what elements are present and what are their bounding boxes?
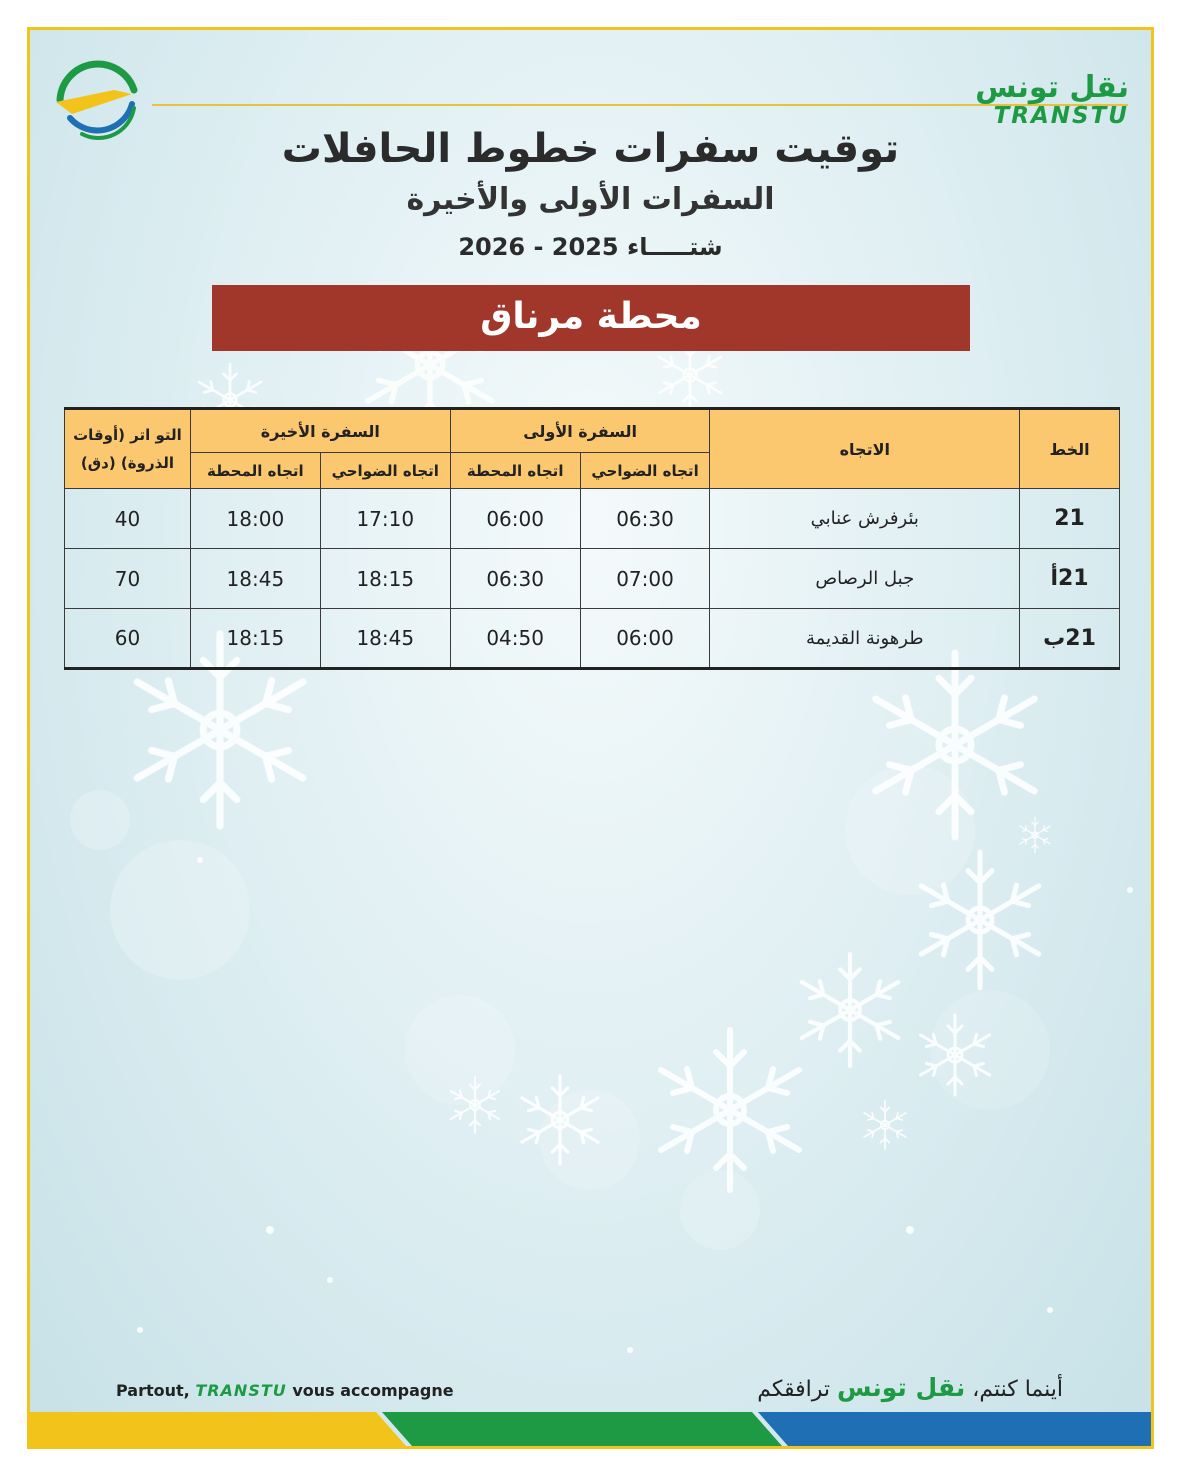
cell-first-station: 04:50	[450, 609, 580, 669]
cell-last-suburbs: 18:15	[320, 549, 450, 609]
table-row	[65, 489, 1120, 549]
header-frequency-line1: التو اتر (أوقات	[73, 426, 182, 444]
timetable	[64, 407, 1120, 670]
cell-first-suburbs: 07:00	[580, 549, 710, 609]
station-banner: محطة مرناق	[212, 285, 970, 351]
cell-first-suburbs: 06:30	[580, 489, 710, 549]
brand-logo	[975, 72, 1129, 128]
header-first-towards-suburbs: اتجاه الضواحي	[580, 453, 710, 489]
page-title: توقيت سفرات خطوط الحافلات	[281, 126, 900, 172]
cell-line: 21أ	[1020, 549, 1120, 609]
brand-name-arabic: نقل تونس	[975, 70, 1129, 105]
header-first-towards-station: اتجاه المحطة	[450, 453, 580, 489]
header-last-towards-suburbs: اتجاه الضواحي	[320, 453, 450, 489]
cell-frequency: 40	[65, 489, 191, 549]
table-row	[65, 609, 1120, 669]
cell-direction: جبل الرصاص	[710, 549, 1020, 609]
header-line: الخط	[1020, 409, 1120, 489]
header-frequency	[65, 409, 191, 489]
header-first-trip: السفرة الأولى	[450, 409, 710, 453]
cell-line: 21ب	[1020, 609, 1120, 669]
cell-frequency: 60	[65, 609, 191, 669]
table-row	[65, 549, 1120, 609]
header-last-towards-station: اتجاه المحطة	[190, 453, 320, 489]
footer-ar-brand: نقل تونس	[837, 1373, 966, 1402]
cell-first-suburbs: 06:00	[580, 609, 710, 669]
cell-direction: طرهونة القديمة	[710, 609, 1020, 669]
cell-last-station: 18:00	[190, 489, 320, 549]
brand-name-latin: TRANSTU	[993, 103, 1129, 129]
footer-fr-suffix: vous accompagne	[286, 1381, 454, 1400]
cell-frequency: 70	[65, 549, 191, 609]
cell-last-station: 18:15	[190, 609, 320, 669]
cell-first-station: 06:30	[450, 549, 580, 609]
header-frequency-line2: الذروة) (دق)	[80, 454, 175, 472]
cell-line: 21	[1020, 489, 1120, 549]
cell-last-suburbs: 18:45	[320, 609, 450, 669]
page-frame	[27, 27, 1154, 1449]
footer-fr-prefix: Partout,	[116, 1381, 196, 1400]
footer-slogan-french	[116, 1381, 454, 1400]
header-direction: الاتجاه	[710, 409, 1020, 489]
cell-last-station: 18:45	[190, 549, 320, 609]
header-last-trip: السفرة الأخيرة	[190, 409, 450, 453]
cell-direction: بئرفرش عنابي	[710, 489, 1020, 549]
footer-color-stripe	[30, 1412, 1151, 1446]
footer-ar-suffix: ترافقكم	[757, 1377, 838, 1402]
page-subtitle: السفرات الأولى والأخيرة	[406, 182, 775, 217]
footer-slogan-arabic	[757, 1373, 1063, 1402]
footer-fr-brand: TRANSTU	[195, 1381, 287, 1400]
footer-ar-prefix: أينما كنتم،	[965, 1377, 1063, 1402]
cell-last-suburbs: 17:10	[320, 489, 450, 549]
cell-first-station: 06:00	[450, 489, 580, 549]
season-label: شتـــــاء 2025 - 2026	[458, 233, 723, 261]
